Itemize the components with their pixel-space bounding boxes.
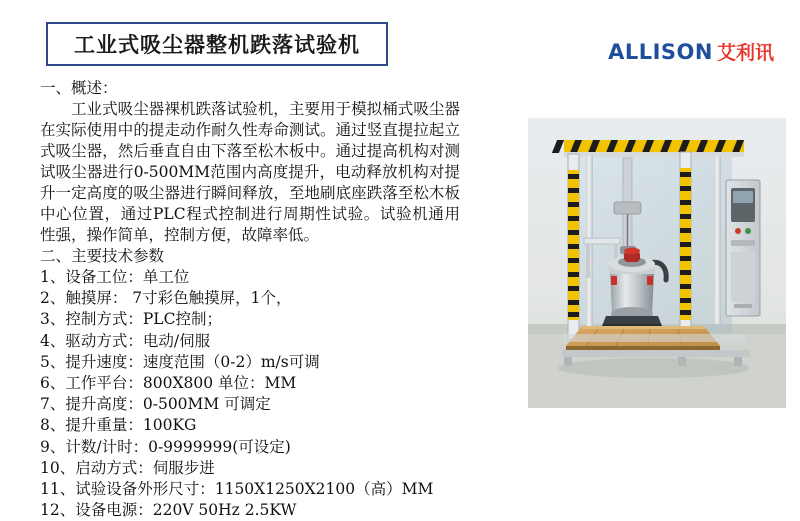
list-item: 10、启动方式：伺服步进: [40, 458, 215, 477]
logo-text-cn: 艾利讯: [716, 42, 774, 64]
list-item: 11、试验设备外形尺寸：1150X1250X2100（高）MM: [40, 480, 434, 499]
list-item: 8、提升重量：100KG: [40, 416, 197, 435]
list-item: 9、计数/计时：0-9999999(可设定): [40, 437, 291, 456]
page-title: 工业式吸尘器整机跌落试验机: [74, 32, 360, 57]
list-item: 2、触摸屏： 7寸彩色触摸屏，1个，: [40, 289, 292, 308]
page-title-banner: [46, 22, 388, 66]
brand-logo: [608, 38, 774, 65]
list-item: 3、控制方式：PLC控制；: [40, 310, 222, 329]
overview-paragraph: 工业式吸尘器裸机跌落试验机，主要用于模拟桶式吸尘器在实际使用中的提走动作耐久性寿命测试。通过竖直提拉起立式吸尘器，然后垂直自由下落至松木板中。通过提高机构对测试吸尘器进行0-500MM范围内高度提升，电动释放机构对提升一定高度的吸尘器进行瞬间释放，至地刷底座跌落至松木板中心位置，通过PLC程式控制进行周期性试验。试验机通用性强，操作简单，控制方便，故障率低。: [40, 100, 460, 244]
list-item: 12、设备电源：220V 50Hz 2.5KW: [40, 501, 297, 520]
list-item: 7、提升高度：0-500MM 可调定: [40, 395, 271, 414]
list-item: 6、工作平台：800X800 单位：MM: [40, 374, 297, 393]
content-body: [40, 78, 460, 521]
logo-text-en: ALLISON: [608, 40, 713, 64]
list-item: 1、设备工位：单工位: [40, 268, 190, 286]
specs-heading: 二、主要技术参数: [40, 247, 165, 265]
vacuum-drop-test-machine-photo: [528, 118, 786, 408]
list-item: 5、提升速度：速度范围（0-2）m/s可调: [40, 352, 320, 371]
overview-heading: 一、概述：: [40, 79, 118, 97]
list-item: 4、驱动方式：电动/伺服: [40, 331, 211, 350]
spec-list: [40, 267, 460, 521]
